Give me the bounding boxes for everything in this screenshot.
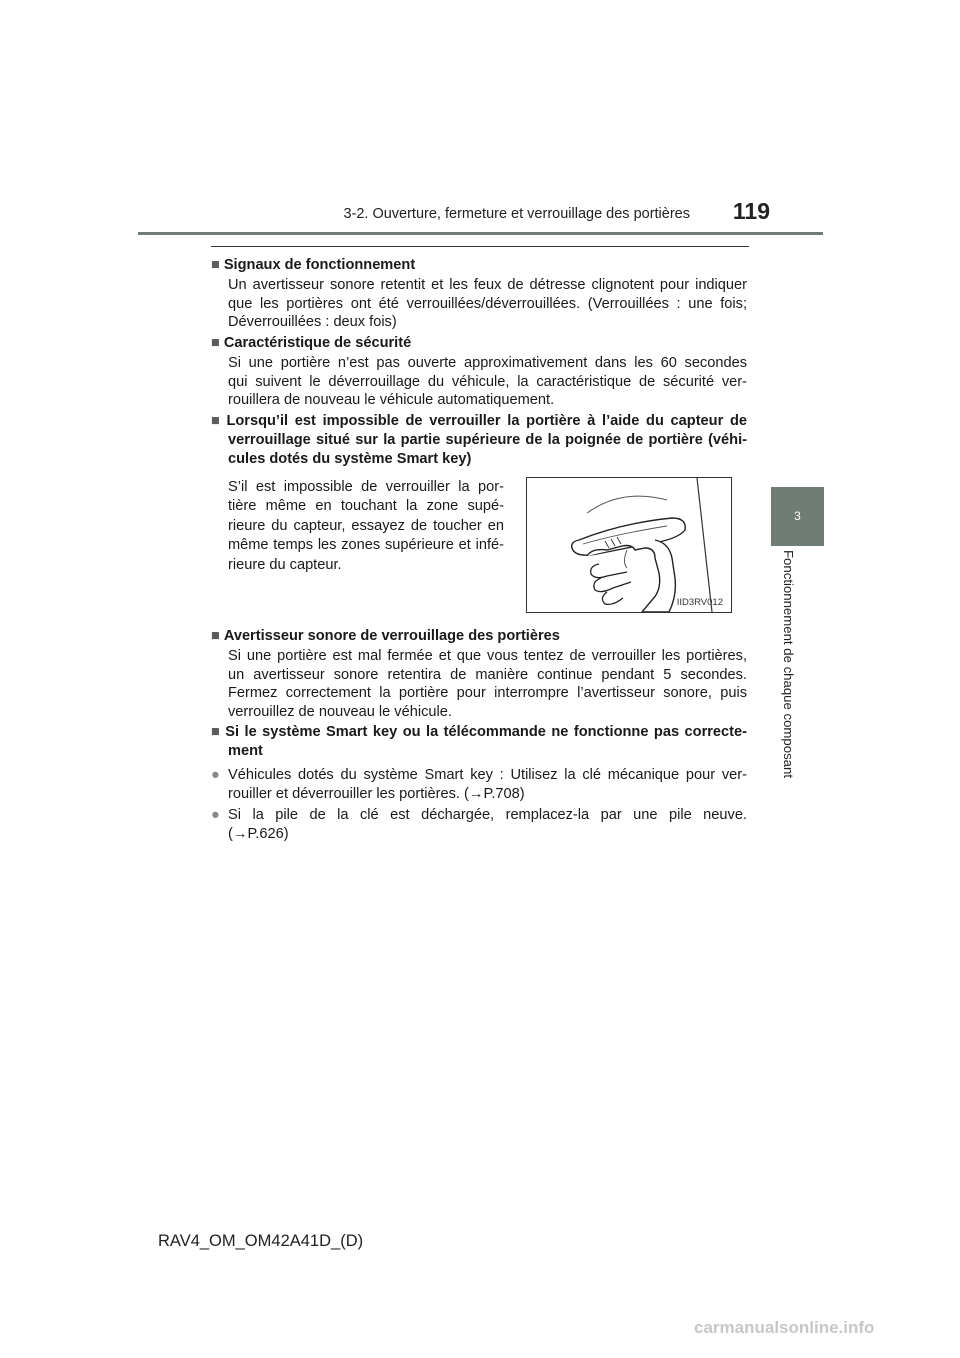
bullet-circle-icon: ● (211, 767, 220, 783)
heading-square-marker: ■ (211, 335, 220, 351)
hand-touching-door-handle-icon (527, 478, 731, 612)
heading-text: Si le système Smart key ou la télécommande ne fonctionne pas correcte- (225, 724, 747, 740)
paragraph-line: qui suivent le déverrouillage du véhicule, la caractéristique de sécurité ver- (228, 373, 747, 390)
list-item-line: Si la pile de la clé est déchargée, remplacez-la par une pile neuve. (228, 807, 747, 823)
heading-line: verrouillage situé sur la partie supérieure de la poignée de portière (véhi- (228, 432, 747, 448)
paragraph-line: Si une portière est mal fermée et que vous tentez de verrouiller les portières, (228, 648, 747, 664)
heading-operation-signals (211, 256, 415, 275)
heading-line: ment (228, 743, 263, 759)
page-number: 119 (732, 198, 770, 224)
paragraph-operation-signals (228, 276, 747, 332)
list-item-line: rouiller et déverrouiller les portières. (→P.708) (228, 785, 525, 802)
list-item-line: (→P.626) (228, 825, 289, 842)
heading-text: Caractéristique de sécurité (223, 335, 412, 351)
bullet-circle-icon: ● (211, 807, 220, 823)
document-code: RAV4_OM_OM42A41D_(D) (158, 1232, 364, 1250)
paragraph-line: Fermez correctement la portière pour interrompre l’avertisseur sonore, puis (228, 685, 747, 702)
heading-lock-buzzer (211, 627, 560, 646)
side-chapter-name: Fonctionnement de chaque composant (781, 550, 796, 778)
chapter-side-tab (771, 487, 824, 546)
list-item-line: Véhicules dotés du système Smart key : Utilisez la clé mécanique pour ver- (228, 767, 747, 783)
paragraph-line: rouillera de nouveau le véhicule automatiquement. (228, 392, 555, 409)
note-line: rieure du capteur, essayez de toucher en (228, 517, 504, 534)
paragraph-line: Si une portière n’est pas ouverte approximativement dans les 60 secondes (228, 355, 747, 371)
note-line: rieure du capteur. (228, 556, 342, 573)
heading-text: Avertisseur sonore de verrouillage des portières (223, 628, 560, 644)
heading-text: Signaux de fonctionnement (223, 257, 416, 273)
illustration-code: IID3RV012 (676, 597, 723, 608)
heading-smart-key-fail (211, 723, 747, 761)
paragraph-line: verrouillez de nouveau le véhicule. (228, 704, 452, 721)
list-item (211, 806, 747, 843)
heading-security-feature (211, 334, 411, 353)
heading-text: Lorsqu’il est impossible de verrouiller la portière à l’aide du capteur de (226, 413, 747, 429)
paragraph-line: un avertisseur sonore retentira de manière continue pendant 5 secondes. (228, 666, 747, 683)
paragraph-line: Un avertisseur sonore retentit et les feux de détresse clignotent pour indiquer (228, 277, 747, 293)
side-tab-number: 3 (794, 509, 801, 523)
door-handle-illustration (526, 477, 732, 613)
list-item (211, 766, 747, 803)
heading-square-marker: ■ (211, 724, 222, 740)
heading-square-marker: ■ (211, 413, 223, 429)
header-rule (138, 232, 823, 235)
note-line: S’il est impossible de verrouiller la por- (228, 479, 504, 495)
watermark: carmanualsonline.info (694, 1318, 875, 1337)
lock-sensor-note (228, 478, 504, 575)
content-top-rule (211, 246, 749, 247)
heading-line (211, 412, 747, 431)
note-line: tière même en touchant la zone supé- (228, 498, 504, 515)
paragraph-line: Déverrouillées : deux fois) (228, 314, 397, 331)
heading-lock-sensor (211, 412, 747, 469)
paragraph-lock-buzzer (228, 647, 747, 722)
heading-line: cules dotés du système Smart key) (228, 451, 472, 467)
chapter-header-title: 3-2. Ouverture, fermeture et verrouillage des portières (343, 206, 690, 222)
heading-square-marker: ■ (211, 257, 220, 273)
paragraph-line: que les portières ont été verrouillées/déverrouillées. (Verrouillées : une fois; (228, 295, 747, 312)
heading-square-marker: ■ (211, 628, 220, 644)
note-line: même temps les zones supérieure et infé- (228, 537, 504, 554)
heading-line (211, 723, 747, 742)
paragraph-security-feature (228, 354, 747, 410)
